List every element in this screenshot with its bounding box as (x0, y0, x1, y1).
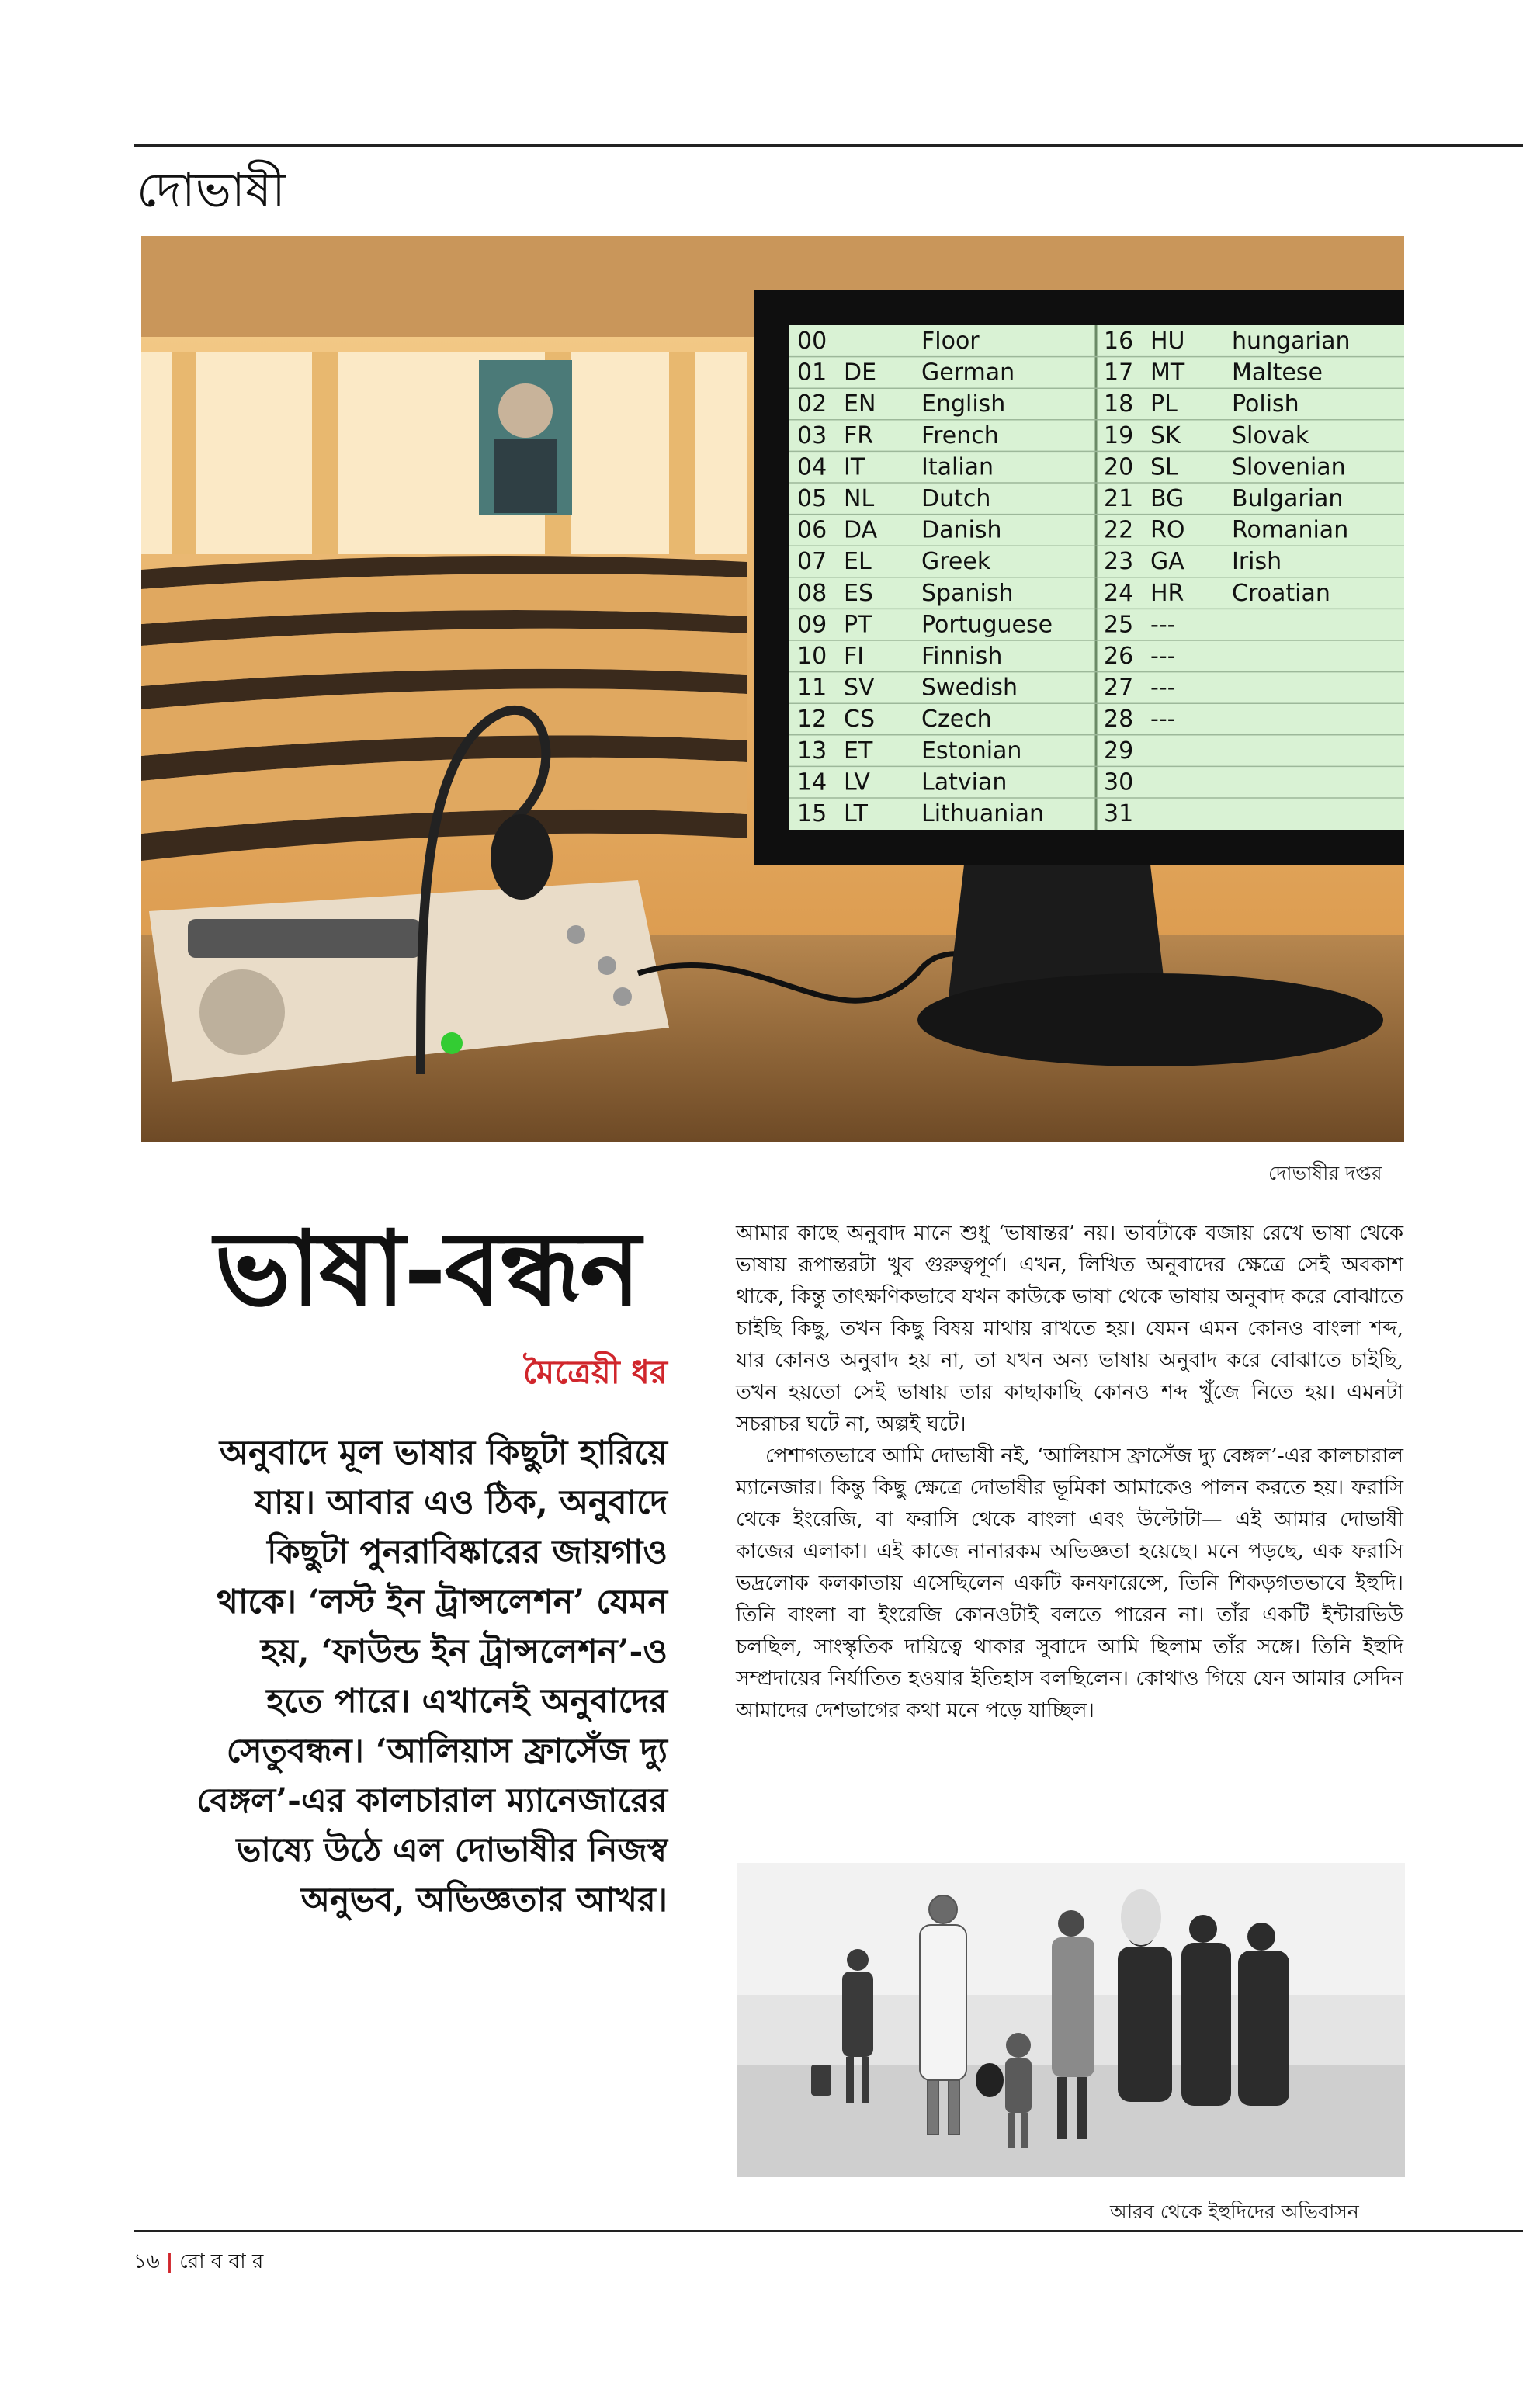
screen-num: 26 (1104, 643, 1134, 670)
screen-num: 08 (797, 579, 827, 607)
screen-code: ES (844, 579, 873, 607)
screen-code: EN (844, 390, 876, 418)
top-rule (134, 144, 1523, 147)
screen-num: 16 (1104, 328, 1134, 355)
headline: ভাষা-বন্ধন (214, 1209, 640, 1329)
screen-num: 21 (1104, 485, 1134, 512)
screen-num: 19 (1104, 421, 1134, 449)
interpreter-booth-illustration (141, 236, 1404, 1142)
folio-separator: | (165, 2250, 174, 2273)
screen-code: NL (844, 485, 875, 512)
page-number: ১৬ (134, 2250, 160, 2273)
screen-num: 27 (1104, 674, 1134, 702)
author-byline: মৈত্রেয়ী ধর (522, 1353, 668, 1391)
screen-num: 14 (797, 768, 827, 796)
screen-num: 10 (797, 643, 827, 670)
screen-lang: Dutch (921, 485, 991, 512)
screen-code: FI (844, 643, 865, 670)
screen-code: PL (1150, 390, 1178, 418)
screen-code: --- (1150, 611, 1176, 639)
screen-num: 03 (797, 421, 827, 449)
screen-num: 22 (1104, 516, 1134, 544)
screen-num: 23 (1104, 548, 1134, 576)
screen-code: LT (844, 800, 868, 827)
screen-lang: hungarian (1232, 328, 1351, 355)
article-body (736, 1217, 1403, 1726)
screen-num: 28 (1104, 706, 1134, 734)
screen-code: SL (1150, 453, 1178, 481)
screen-code: IT (844, 453, 865, 481)
screen-num: 12 (797, 706, 827, 734)
screen-num: 02 (797, 390, 827, 418)
standfirst: অনুবাদে মূল ভাষার কিছুটা হারিয়ে যায়। আবার এও ঠিক, অনুবাদে কিছুটা পুনরাবিষ্কারের জায়গাও থাকে। ‘লস্ট ইন ট্রান্সলেশন’ যেমন হয়, ‘ফাউন্ড ইন ট্রান্সলেশন’-ও হতে পারে। এখানেই অনুবাদের সেতুবন্ধন। ‘আলিয়াস ফ্রাসেঁজ দ্যু বেঙ্গল’-এর কালচারাল ম্যানেজারের ভাষ্যে উঠে এল দোভাষীর নিজস্ব অনুভব, অভিজ্ঞতার আখর। (196, 1434, 668, 1920)
screen-num: 17 (1104, 359, 1134, 387)
screen-num: 04 (797, 453, 827, 481)
screen-num: 06 (797, 516, 827, 544)
screen-lang: Latvian (921, 768, 1008, 796)
screen-lang: Irish (1232, 548, 1282, 576)
screen-num: 07 (797, 548, 827, 576)
screen-lang: Finnish (921, 643, 1003, 670)
screen-code: --- (1150, 643, 1176, 670)
screen-num: 05 (797, 485, 827, 512)
screen-lang: Lithuanian (921, 800, 1044, 827)
screen-code: PT (844, 611, 872, 639)
screen-num: 18 (1104, 390, 1134, 418)
body-paragraph: পেশাগতভাবে আমি দোভাষী নই, ‘আলিয়াস ফ্রাসেঁজ দ্যু বেঙ্গল’-এর কালচারাল ম্যানেজার। কিন্তু কিছু ক্ষেত্রে দোভাষীর ভূমিকা আমাকেও পালন করতে হয়। ফরাসি থেকে ইংরেজি, বা ফরাসি থেকে বাংলা এবং উল্টোটা— এই আমার দোভাষী কাজের এলাকা। এই কাজে নানারকম অভিজ্ঞতা হয়েছে। মনে পড়ছে, এক ফরাসি ভদ্রলোক কলকাতায় এসেছিলেন একটি কনফারেন্সে, তিনি শিকড়গতভাবে ইহুদি। তিনি বাংলা বা ইংরেজি কোনওটাই বলতে পারেন না। তাঁর একটি ইন্টারভিউ চলছিল, সাংস্কৃতিক দায়িত্বে থাকার সুবাদে আমি ছিলাম তাঁর সঙ্গে। তিনি ইহুদি সম্প্রদায়ের নির্যাতিত হওয়ার ইতিহাস বলছিলেন। কোথাও গিয়ে যেন আমার সেদিন আমাদের দেশভাগের কথা মনে পড়ে যাচ্ছিল। (736, 1444, 1403, 1722)
screen-code: GA (1150, 548, 1184, 576)
screen-code: CS (844, 706, 875, 734)
screen-code: HR (1150, 579, 1184, 607)
screen-lang: Greek (921, 548, 991, 576)
bottom-photo-caption: আরব থেকে ইহুদিদের অভিবাসন (1110, 2201, 1359, 2223)
magazine-name: রো ব বা র (179, 2250, 264, 2273)
bottom-rule (134, 2230, 1523, 2232)
top-photo-caption: দোভাষীর দপ্তর (1268, 1162, 1382, 1184)
section-title: দোভাষী (137, 161, 286, 218)
screen-code: DA (844, 516, 878, 544)
screen-lang: English (921, 390, 1006, 418)
body-paragraph: আমার কাছে অনুবাদ মানে শুধু ‘ভাষান্তর’ নয়। ভাবটাকে বজায় রেখে ভাষা থেকে ভাষায় রূপান্তরটা খুব গুরুত্বপূর্ণ। এখন, লিখিত অনুবাদের ক্ষেত্রে সেই অবকাশ থাকে, কিন্তু তাৎক্ষণিকভাবে যখন কাউকে ভাষা থেকে ভাষায় অনুবাদ করে বোঝাতে চাইছি কিছু, তখন কিছু বিষয় মাথায় রাখতে হয়। যেমন এমন কোনও বাংলা শব্দ, যার কোনও অনুবাদ হয় না, তা যখন অন্য ভাষায় অনুবাদ করে বোঝাতে চাইছি, তখন হয়তো সেই ভাষায় তার কাছাকাছি কোনও শব্দ খুঁজে নিতে হয়। এমনটা সচরাচর ঘটে না, অল্পই ঘটে। (736, 1221, 1403, 1436)
screen-lang: Portuguese (921, 611, 1053, 639)
screen-code: --- (1150, 674, 1176, 702)
page-folio (134, 2246, 263, 2280)
screen-num: 30 (1104, 768, 1134, 796)
screen-code: DE (844, 359, 877, 387)
screen-num: 11 (797, 674, 827, 702)
screen-lang: Floor (921, 328, 980, 355)
screen-num: 15 (797, 800, 827, 827)
screen-num: 29 (1104, 737, 1134, 765)
screen-code: ET (844, 737, 873, 765)
screen-lang: Maltese (1232, 359, 1323, 387)
screen-code: MT (1150, 359, 1185, 387)
screen-lang: Slovak (1232, 421, 1309, 449)
screen-lang: Estonian (921, 737, 1022, 765)
screen-code: FR (844, 421, 874, 449)
interpreter-booth-photo (141, 236, 1404, 1142)
screen-lang: Swedish (921, 674, 1018, 702)
screen-num: 20 (1104, 453, 1134, 481)
screen-num: 09 (797, 611, 827, 639)
screen-lang: Slovenian (1232, 453, 1346, 481)
screen-code: HU (1150, 328, 1185, 355)
screen-code: SK (1150, 421, 1181, 449)
screen-code: BG (1150, 485, 1184, 512)
screen-lang: Italian (921, 453, 994, 481)
screen-num: 00 (797, 328, 827, 355)
screen-lang: Polish (1232, 390, 1299, 418)
screen-num: 24 (1104, 579, 1134, 607)
screen-num: 25 (1104, 611, 1134, 639)
screen-code: RO (1150, 516, 1185, 544)
screen-code: LV (844, 768, 870, 796)
screen-num: 31 (1104, 800, 1134, 827)
screen-lang: German (921, 359, 1015, 387)
migration-illustration (737, 1863, 1405, 2177)
screen-lang: Romanian (1232, 516, 1349, 544)
screen-code: --- (1150, 706, 1176, 734)
screen-code: EL (844, 548, 872, 576)
screen-lang: Bulgarian (1232, 485, 1344, 512)
screen-lang: French (921, 421, 999, 449)
screen-num: 13 (797, 737, 827, 765)
screen-code: SV (844, 674, 875, 702)
screen-num: 01 (797, 359, 827, 387)
screen-lang: Czech (921, 706, 992, 734)
screen-lang: Croatian (1232, 579, 1330, 607)
screen-lang: Spanish (921, 579, 1014, 607)
migration-photo (737, 1863, 1405, 2177)
screen-lang: Danish (921, 516, 1002, 544)
